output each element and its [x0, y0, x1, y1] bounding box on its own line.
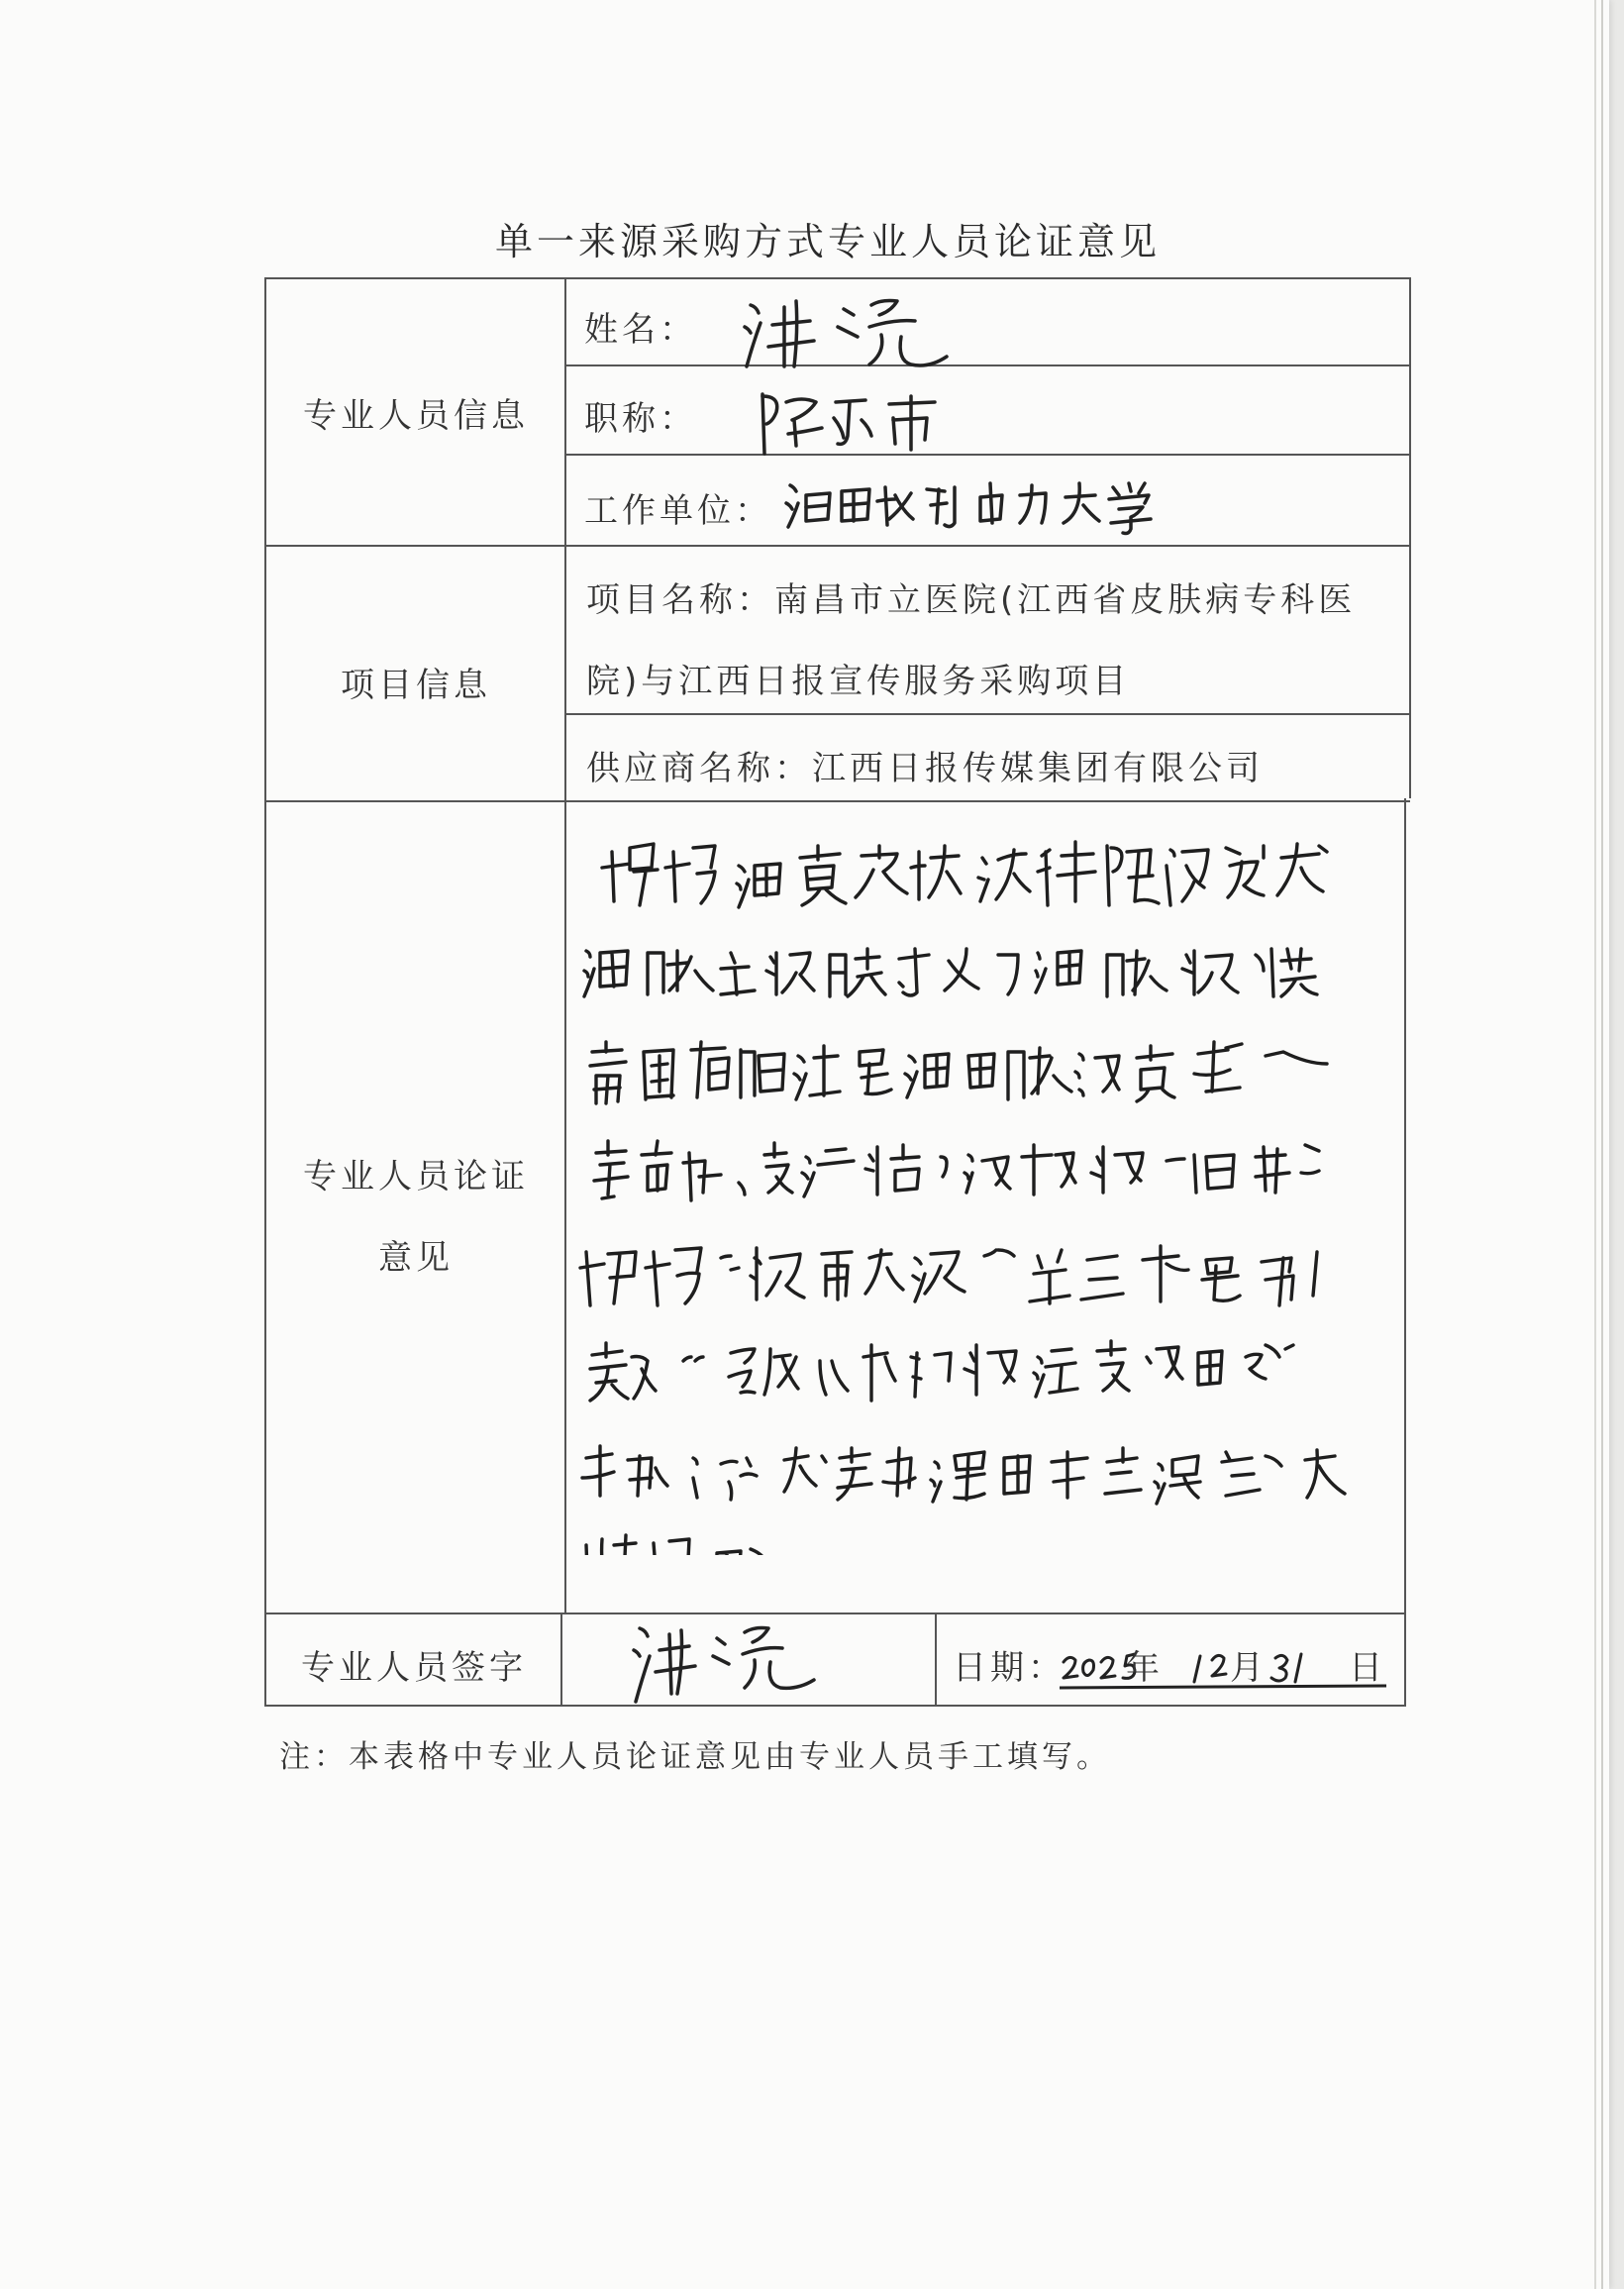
- date-label: 日期：: [953, 1648, 1066, 1688]
- date-month-suffix: 月: [1230, 1648, 1268, 1688]
- document-title: 单一来源采购方式专业人员论证意见: [495, 220, 1162, 263]
- footnote: 注：本表格中专业人员论证意见由专业人员手工填写。: [279, 1739, 1111, 1775]
- project-name-value-line1: 南昌市立医院(江西省皮肤病专科医: [774, 580, 1357, 620]
- paper-edge: [1594, 0, 1596, 2289]
- personnel-info-label: 专业人员信息: [303, 396, 529, 436]
- handwritten-opinion: [572, 822, 1404, 1555]
- handwritten-date: [1060, 1636, 1386, 1696]
- opinion-label-line1: 专业人员论证: [303, 1157, 529, 1197]
- date-year-suffix: 年: [1126, 1648, 1164, 1688]
- project-name-value-line2: 院)与江西日报宣传服务采购项目: [586, 662, 1131, 701]
- handwritten-employer: [782, 466, 1198, 545]
- signature-label: 专业人员签字: [301, 1648, 527, 1688]
- job-title-label: 职称：: [584, 399, 697, 439]
- employer-label: 工作单位：: [584, 491, 772, 531]
- handwritten-signature: [622, 1620, 830, 1710]
- opinion-label-line2: 意见: [378, 1238, 454, 1278]
- handwritten-job-title: [755, 384, 972, 464]
- supplier-label: 供应商名称：: [586, 749, 812, 788]
- date-day-suffix: 日: [1349, 1648, 1386, 1688]
- paper-edge: [1601, 0, 1603, 2289]
- project-name-label: 项目名称：: [586, 580, 774, 620]
- supplier-name: 江西日报传媒集团有限公司: [812, 749, 1264, 788]
- handwritten-name: [733, 287, 961, 376]
- project-info-label: 项目信息: [341, 666, 491, 705]
- project-name-row1: [586, 572, 1356, 621]
- name-label: 姓名：: [584, 310, 697, 350]
- supplier-row: [586, 741, 1264, 789]
